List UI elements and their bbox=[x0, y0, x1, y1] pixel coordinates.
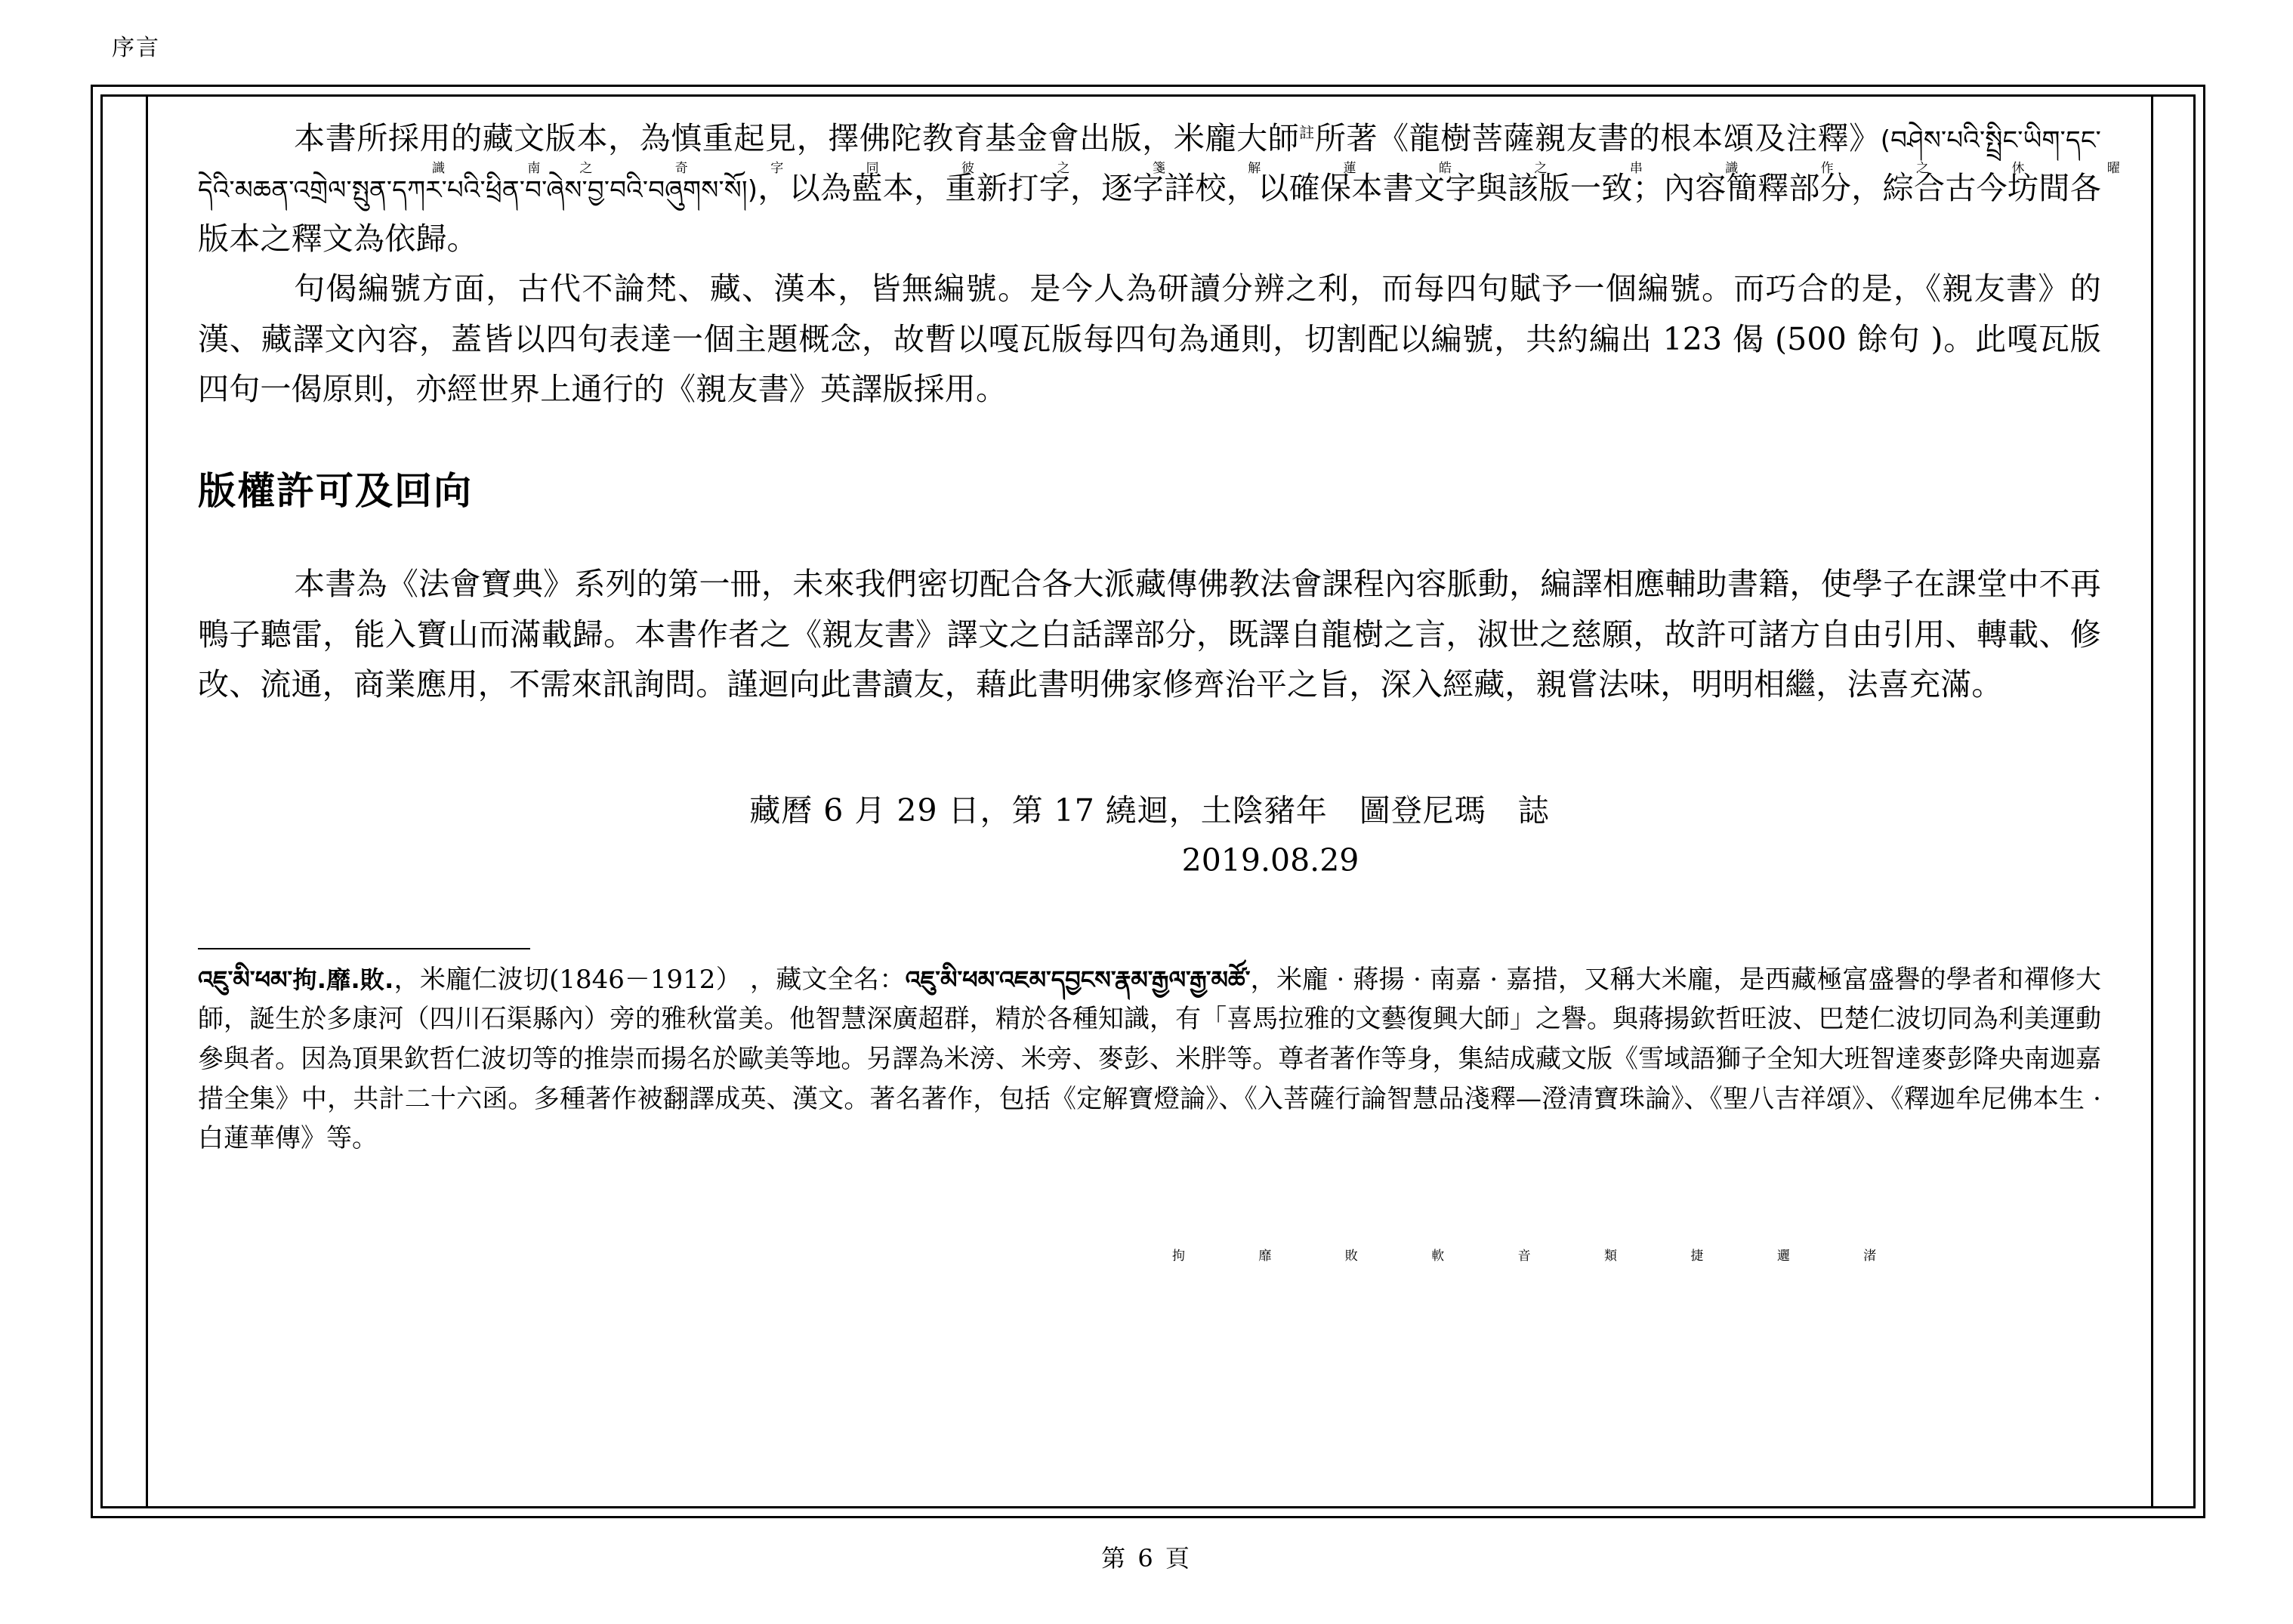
footnote-tibetan-full: འཇུ་མི་ཕམ་འཇམ་དབྱངས་རྣམ་རྒྱལ་རྒྱ་མཚོ་ bbox=[905, 965, 1251, 994]
footnote-text-a: ，米龐仁波切(1846－1912） ，藏文全名： bbox=[393, 964, 906, 995]
footnote-gloss-row: 拘 靡 敗 軟 音 類 捷 邐 渚 bbox=[1172, 1249, 1912, 1264]
signature-date: 2019.08.29 bbox=[1181, 841, 1359, 878]
paragraph-1-text-c: ，以為藍本，重新打字，逐字詳校，以確保本書文字與該版一致；內容簡釋部分，綜合古今坊間各版本之釋文為依歸。 bbox=[198, 170, 2101, 257]
page-rule-left bbox=[146, 94, 148, 1508]
section-heading-copyright: 版權許可及回向 bbox=[198, 469, 473, 514]
tibetan-gloss-row: 識 南之 奇 字 同 彼 之 箋 解 蓮 皓 之 串 識 作 之 休 曜 bbox=[432, 161, 2159, 176]
footnote-block bbox=[198, 960, 2101, 1159]
footnote-text-b: ，米龐 · 蔣揚 · 南嘉 · 嘉措，又稱大米龐，是西藏極富盛譽的學者和禪修大師，誕生於多康河（四川石渠縣內）旁的雅秋當美。他智慧深廣超群，精於各種知識，有「喜馬拉雅的文藝復興大師」之譽。與蔣揚欽哲旺波、巴楚仁波切同為利美運動參與者。因為頂果欽哲仁波切等的推崇而揚名於歐美等地。另譯為米滂、米旁、麥彭、米胖等。尊者著作等身，集結成藏文版《雪域語獅子全知大班智達麥彭降央南迦嘉措全集》中，共計二十六函。多種著作被翻譯成英、漢文。著名著作，包括《定解寶燈論》、《入菩薩行論智慧品淺釋—澄清寶珠論》、《聖八吉祥頌》、《釋迦牟尼佛本生 · 白蓮華傳》等。 bbox=[198, 964, 2101, 1154]
tibetan-quote: (བཤེས་པའི་སྤྲིང་ཡིག་དང་དེའི་མཆན་འགྲེལ་སྤུན་དཀར་པའི་ཕྲིན་བ་ཞེས་བྱ་བའི་བཞུགས་སོ།) bbox=[198, 125, 2101, 206]
running-head: 序言 bbox=[112, 35, 160, 61]
page-content bbox=[198, 113, 2159, 1264]
paragraph-1-text-a: 本書所採用的藏文版本，為慎重起見，擇佛陀教育基金會出版，米龐大師 bbox=[294, 120, 1300, 156]
paragraph-2: 句偈編號方面，古代不論梵、藏、漢本，皆無編號。是今人為研讀分辨之利，而每四句賦予一個編號。而巧合的是，《親友書》的漢、藏譯文內容，蓋皆以四句表達一個主題概念，故暫以嘎瓦版每四句為通則，切割配以編號，共約編出 123 偈 (500 餘句 )。此嘎瓦版四句一偈原則，亦經世界上通行的《親友書》英譯版採用。 bbox=[198, 270, 2101, 408]
footnote-separator bbox=[198, 948, 530, 949]
paragraph-3: 本書為《法會寶典》系列的第一冊，未來我們密切配合各大派藏傳佛教法會課程內容脈動，編譯相應輔助書籍，使學子在課堂中不再鴨子聽雷，能入寶山而滿載歸。本書作者之《親友書》譯文之白話譯部分，既譯自龍樹之言，淑世之慈願，故許可諸方自由引用、轉載、修改、流通，商業應用，不需來訊詢問。謹迴向此書讀友，藉此書明佛家修齊治平之旨，深入經藏，親嘗法味，明明相繼，法喜充滿。 bbox=[198, 566, 2101, 703]
signature-line: 藏曆 6 月 29 日，第 17 繞迴，土陰豬年 圖登尼瑪 誌 bbox=[749, 792, 1550, 829]
footnote-marker: 註 bbox=[1299, 123, 1315, 142]
paragraph-1-text-b: 所著《龍樹菩薩親友書的根本頌及注釋》 bbox=[1314, 120, 1881, 156]
paragraph-1 bbox=[198, 113, 2159, 264]
footnote-tibetan-lead: འཇུ་མི་ཕམ་拘.靡.敗. bbox=[198, 965, 394, 994]
page-rule-right bbox=[2151, 94, 2153, 1508]
page-number: 第 6 頁 bbox=[1101, 1544, 1192, 1573]
